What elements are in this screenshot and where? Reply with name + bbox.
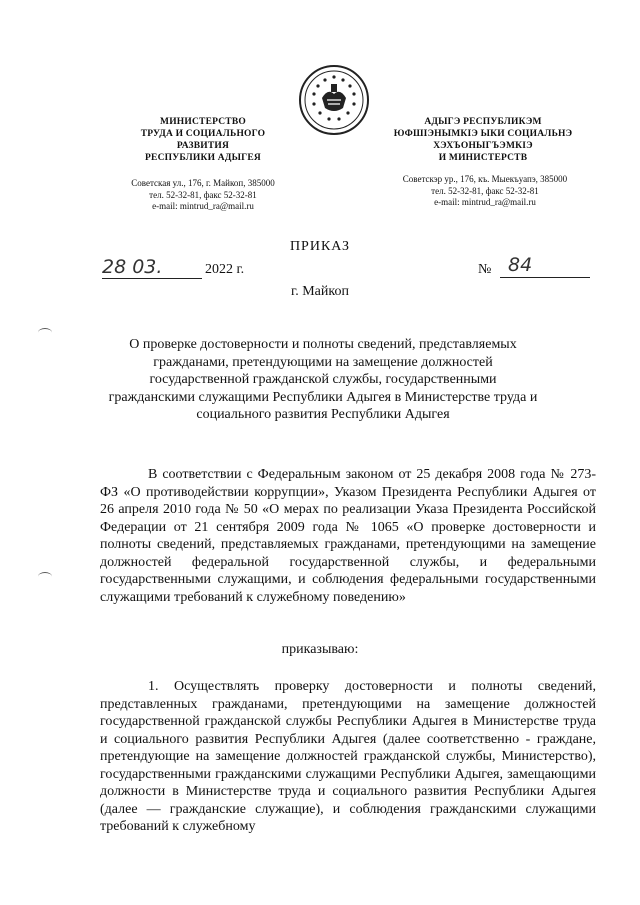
header-right-org-line3: ХЭХЪОНЫГЪЭМКІЭ: [433, 141, 533, 151]
header-right-org-line4: И МИНИСТЕРСТВ: [438, 153, 528, 163]
doc-city: г. Майкоп: [291, 284, 349, 299]
header-right-phone: тел. 52-32-81, факс 52-32-81: [431, 185, 539, 196]
punch-mark: [38, 572, 52, 581]
header-right-org-line1: АДЫГЭ РЕСПУБЛИКЭМ: [424, 117, 542, 127]
header-left-phone: тел. 52-32-81, факс 52-32-81: [149, 189, 257, 200]
header-left-address: Советская ул., 176, г. Майкоп, 385000: [131, 178, 275, 188]
coat-of-arms-icon: [298, 64, 370, 136]
date-handwritten: 28 03.: [102, 256, 202, 279]
header-left-contacts: [110, 178, 296, 213]
header-right-address: Советскэр ур., 176, къ. Мыекъуапэ, 385000: [402, 174, 568, 184]
header-left-org: [118, 116, 288, 164]
header-right-org: [388, 116, 578, 164]
header-left-org-line4: РЕСПУБЛИКИ АДЫГЕЯ: [145, 153, 261, 163]
doc-subject: О проверке достоверности и полноты сведений, представляемых гражданами, претендующими на замещение должностей государственной гражданской службы, государственными гражданскими служащими Республики Адыгея в Министерстве труда и социального развития Республики Адыгея: [108, 337, 538, 422]
number-sign: №: [478, 262, 492, 277]
header-right-contacts: [388, 174, 582, 209]
doc-year: 2022 г.: [205, 262, 245, 277]
order-item-1: 1. Осуществлять проверку достоверности и полноты сведений, представленных гражданами, претендующими на замещение должностей государственной гражданской службы Республики Адыгея в Министерстве труда и социального развития Республики Адыгея (далее соответственно - граждане, претендующие на замещение должностей гражданской службы, Министерство), государственными гражданскими служащими Республики Адыгея, замещающими должности в Министерстве труда и социального развития Республики Адыгея (далее — гражданские служащие), и соблюдения гражданскими служащими требований к служебному: [100, 679, 596, 834]
header-left-org-line3: РАЗВИТИЯ: [176, 141, 230, 151]
doc-title: ПРИКАЗ: [289, 239, 351, 254]
header-left-org-line1: МИНИСТЕРСТВО: [160, 117, 246, 127]
doc-preamble: В соответствии с Федеральным законом от 25 декабря 2008 года № 273-ФЗ «О противодействии коррупции», Указом Президента Республики Адыгея от 26 апреля 2010 года № 50 «О мерах по реализации Указа Президента Российской Федерации от 21 сентября 2009 года № 1065 «О проверке достоверности и полноты сведений, представляемых гражданами, претендующими на замещение должностей федеральной государственной службы, и федеральными государственными служащими, и соблюдения федеральными государственными служащими требований к служебному поведению»: [100, 467, 596, 605]
header-right-org-line2: ЮФШІЭНЫМКІЭ ЫКИ СОЦИАЛЬНЭ: [393, 129, 573, 139]
header-left-email: e-mail: mintrud_ra@mail.ru: [152, 201, 254, 211]
order-word: приказываю:: [281, 642, 359, 657]
header-right-email: e-mail: mintrud_ra@mail.ru: [434, 197, 536, 207]
punch-mark: [38, 328, 52, 337]
number-handwritten: 84: [500, 254, 590, 278]
header-left-org-line2: ТРУДА И СОЦИАЛЬНОГО: [140, 129, 266, 139]
